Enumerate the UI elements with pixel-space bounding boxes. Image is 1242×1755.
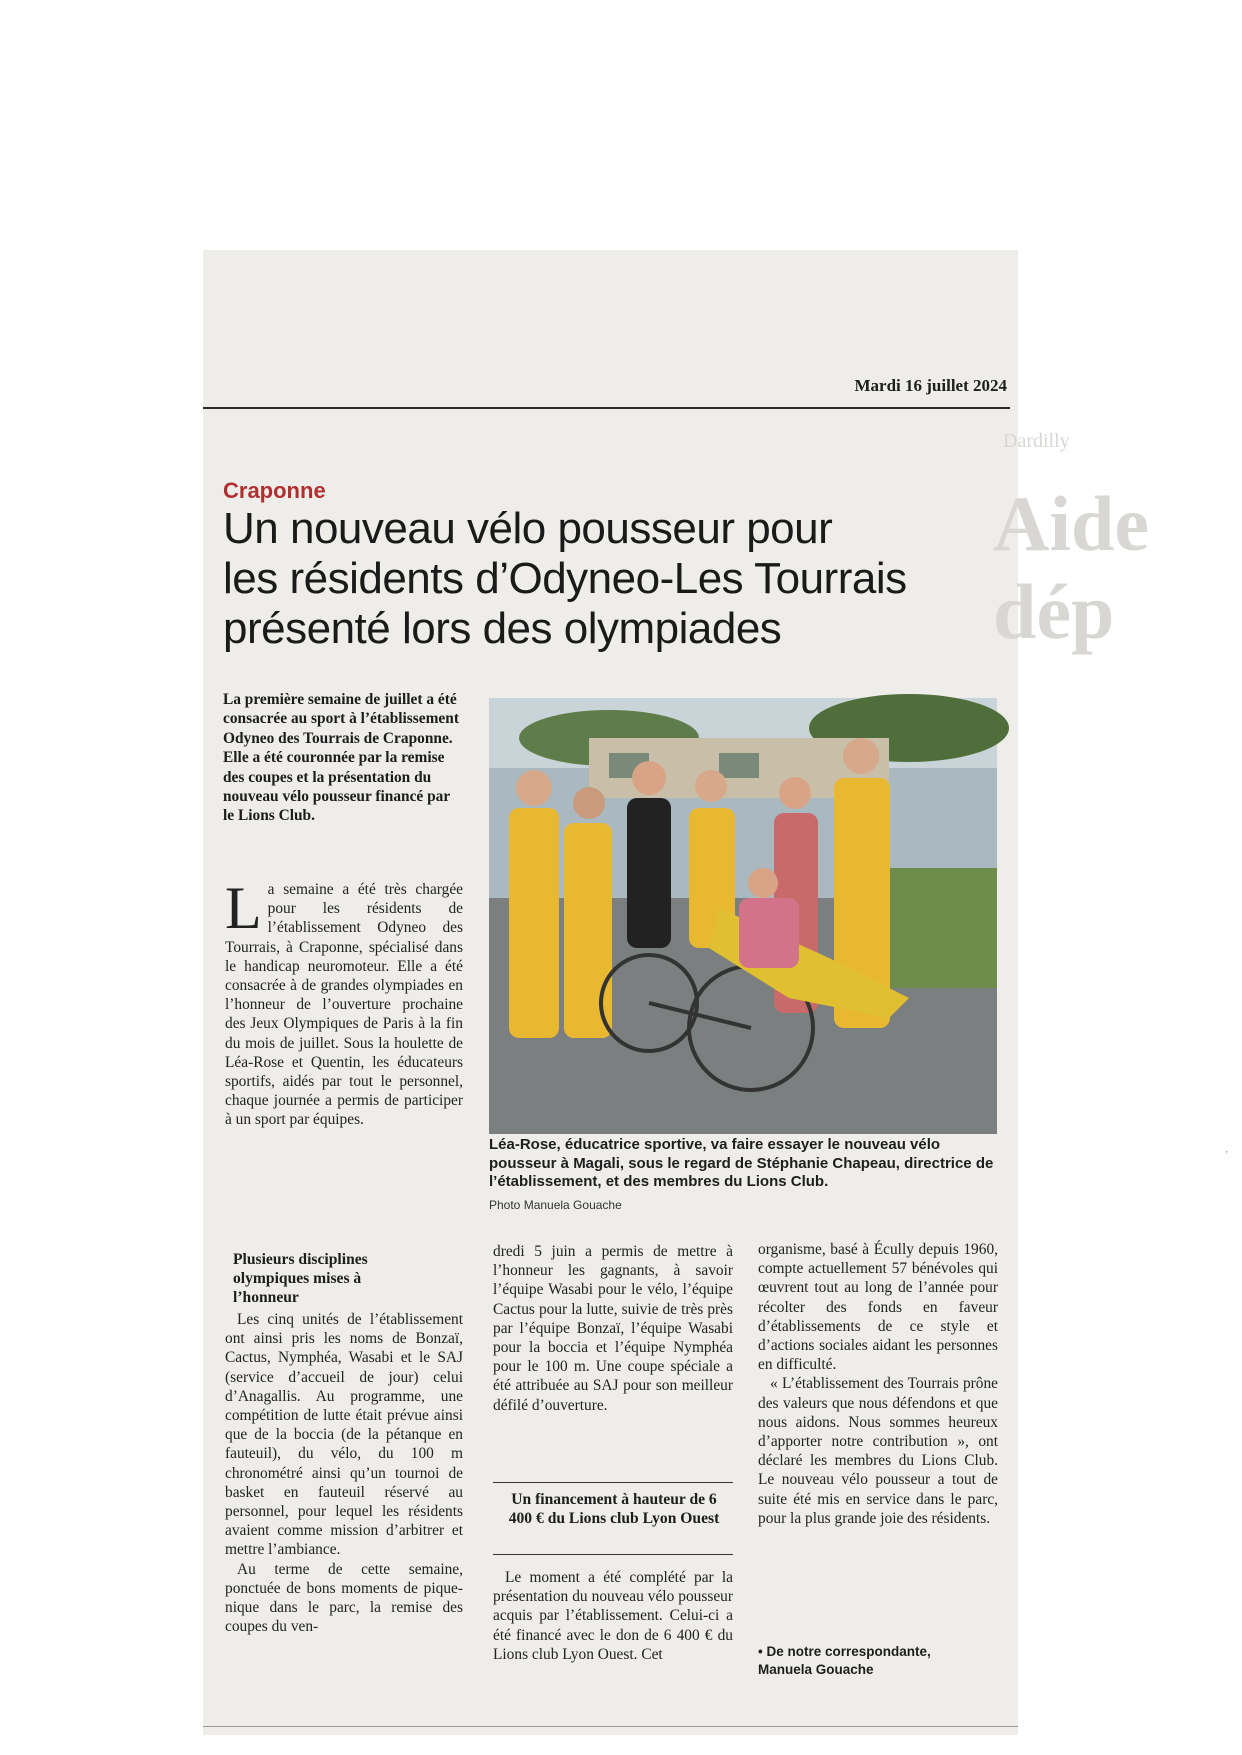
- section-label: Craponne: [223, 478, 326, 503]
- column-1-continued: [225, 1310, 463, 1636]
- signature-line: • De notre correspondante,: [758, 1644, 931, 1659]
- column-1: [225, 875, 463, 1130]
- headline-line: Un nouveau vélo pousseur pour: [223, 504, 833, 553]
- drop-cap: L: [225, 875, 262, 941]
- article-photo: [489, 698, 997, 1134]
- lead-paragraph: La première semaine de juillet a été consacrée au sport à l’établissement Odyneo des Tourrais de Craponne. Elle a été couronnée par la remise des coupes et la présentation du nouveau vélo pousseur financé par le Lions Club.: [223, 691, 459, 825]
- headline-line: les résidents d’Odyneo-Les Tourrais: [223, 554, 907, 603]
- signature-name: Manuela Gouache: [758, 1662, 874, 1677]
- signature: [758, 1643, 998, 1679]
- body-paragraph: Les cinq unités de l’établissement ont ainsi pris les noms de Bonzaï, Cactus, Nymphéa, Wasabi et le SAJ (service d’accueil de jour) celui d’Anagallis. Au programme, une compétition de lutte était prévue ainsi que de la boccia (de la pétanque en fauteuil), du vélo, du 100 m chronométré ainsi qu’un tournoi de basket en fauteuil réservé au personnel, pour lequel les résidents avaient comme mission d’arbitrer et mettre l’ambiance.: [225, 1311, 463, 1559]
- intertitle: Un financement à hauteur de 6 400 € du Lions club Lyon Ouest: [508, 1491, 720, 1527]
- column-2: [493, 1242, 733, 1415]
- bottom-rule: [203, 1726, 1018, 1727]
- issue-date: Mardi 16 juillet 2024: [854, 376, 1007, 395]
- photo-caption: Léa-Rose, éducatrice sportive, va faire essayer le nouveau vélo pousseur à Magali, sous le regard de Stéphanie Chapeau, directrice de l’établissement, et des membres du Lions Club.: [489, 1136, 994, 1190]
- photo-credit: Photo Manuela Gouache: [489, 1198, 622, 1212]
- intertitle-rule-top: [493, 1482, 733, 1483]
- scan-speck: ’: [1225, 1150, 1229, 1161]
- body-text: a semaine a été très chargée pour les résidents de l’établissement Odyneo des Tourrais, à Craponne, spécialisé dans le handicap neuromoteur. Elle a été consacrée à de grandes olympiades en l’honneur de l’ouverture prochaine des Jeux Olympiques de Paris à la fin du mois de juillet. Sous la houlette de Léa-Rose et Quentin, les éducateurs sportifs, aidés par tout le personnel, chaque journée a permis de participer à un sport par équipes.: [225, 881, 463, 1129]
- headline-line: présenté lors des olympiades: [223, 604, 782, 653]
- body-paragraph: organisme, basé à Écully depuis 1960, compte actuellement 57 bénévoles qui œuvrent tout au long de l’année pour récolter des fonds en faveur d’établissements de ce style et d’actions sociales aidant les personnes en difficulté.: [758, 1241, 998, 1374]
- column-3: [758, 1240, 998, 1528]
- bleed-through-headline: Aide dép: [993, 480, 1149, 655]
- body-paragraph: [225, 875, 463, 1130]
- bleed-through-tag: Dardilly: [1003, 430, 1070, 452]
- body-paragraph: « L’établissement des Tourrais prône des valeurs que nous défendons et que nous aidons. Nous sommes heureux d’apporter notre contribution », ont déclaré les membres du Lions Club. Le nouveau vélo pousseur a tout de suite été mis en service dans le parc, pour la plus grande joie des résidents.: [758, 1375, 998, 1527]
- body-paragraph: Au terme de cette semaine, ponctuée de bons moments de pique-nique dans le parc, la remise des coupes du ven-: [225, 1560, 463, 1636]
- photo-illustration: [489, 698, 997, 1134]
- header-rule: [203, 407, 1010, 409]
- column-2-continued: [493, 1568, 733, 1664]
- body-paragraph: Le moment a été complété par la présentation du nouveau vélo pousseur acquis par l’établissement. Celui-ci a été financé avec le don de 6 400 € du Lions club Lyon Ouest. Cet: [493, 1569, 733, 1663]
- intertitle: Plusieurs disciplines olympiques mises à l’honneur: [233, 1251, 368, 1306]
- newspaper-clipping: [203, 250, 1149, 1735]
- intertitle-rule-bottom: [493, 1554, 733, 1555]
- headline: [223, 504, 983, 654]
- body-paragraph: dredi 5 juin a permis de mettre à l’honneur les gagnants, à savoir l’équipe Wasabi pour le vélo, l’équipe Cactus pour la lutte, suivie de très près par l’équipe Bonzaï, l’équipe Wasabi pour la boccia et l’équipe Nymphéa pour le 100 m. Une coupe spéciale a été attribuée au SAJ pour son meilleur défilé d’ouverture.: [493, 1243, 733, 1414]
